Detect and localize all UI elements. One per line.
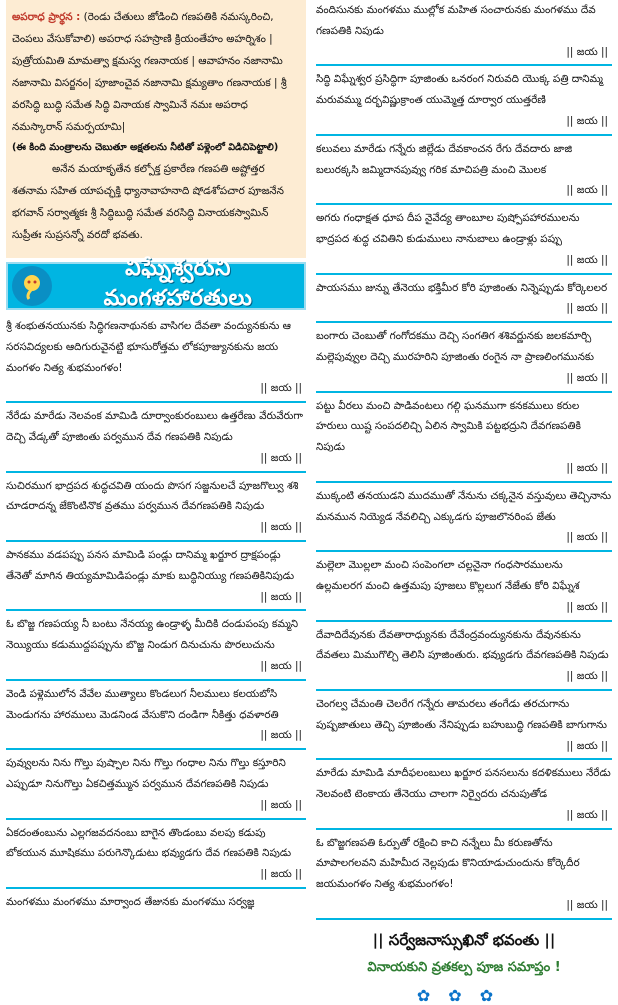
- stanza-text: మల్లెలా మొల్లలా మంచి సంపెంగలా చల్లనైనా గంధసారములను ఉల్లమలరగ మంచి ఉత్తమపు పూజలు కొల్లలుగ నేజేతు కోరి విఘ్నేశ: [316, 559, 580, 592]
- song-stanza: [6, 614, 306, 680]
- stanza-text: శ్రీ శంభుతనయునకు సిద్ధిగణనాథునకు వాసిగల దేవతా వంద్యునకును ఆ సరసవిద్యలకు ఆదిగురువైనట్టి భూసురోత్తమ లోకపూజ్యునకును జయ మంగళం నిత్య శుభమంగళం!: [6, 320, 291, 374]
- stanza-divider: [316, 481, 612, 483]
- song-stanza: [6, 823, 306, 889]
- stanza-divider: [316, 758, 612, 760]
- song-stanza: [6, 753, 306, 819]
- stanza-text: సిద్ధి విఘ్నేశ్వర ప్రసిద్ధిగా పూజింతు ఒనరంగ నిరువది యొక్క పత్రి దానిమ్మ మరువమ్ము దర్భవిష్ణుక్రాంత యుమ్మెత్త దూర్వార యుత్తరేణి: [316, 73, 603, 107]
- stanza-divider: [316, 918, 612, 920]
- song-stanza: [316, 833, 612, 920]
- banner-title: విఘ్నేశ్వరుని మంగళహారతులు: [103, 256, 253, 311]
- song-stanza: [6, 316, 306, 403]
- stanza-text: బంగారు చెంబుతో గంగోదకము దెచ్చి సంగతిగ శశివర్ణునకు జలకమార్చి మల్లెపువ్వుల దెచ్చి మురహరిని పూజింతు రంగైన నా ప్రాణలింగమునకు: [316, 330, 594, 363]
- refrain-jaya: || జయ ||: [260, 659, 302, 672]
- refrain-jaya: || జయ ||: [566, 371, 608, 384]
- stanza-divider: [6, 540, 306, 542]
- stanza-divider: [316, 64, 612, 66]
- song-stanza: [6, 545, 306, 611]
- song-stanza: [316, 396, 612, 483]
- stanza-divider: [316, 550, 612, 552]
- instruction-note: (ఈ కింది మంత్రాలను చెబుతూ అక్షతలను నీటితో పళ్లెంలో విడిచిపెట్టాలి): [12, 142, 279, 153]
- stanza-text: వెండి పళ్లెములోన వేవేల ముత్యాలు కొండలుగ నీలములు కలయబోసి మెండుగను హారములు మెడనిండ వేసుకొని దండిగా నీకిత్తు ధవళారతి: [6, 687, 279, 721]
- flower-ornament-icon: ✿✿✿: [416, 985, 512, 1005]
- refrain-jaya: || జయ ||: [566, 253, 608, 266]
- stanza-text: పానకము వడపప్పు పనస మామిడి పండ్లు దానిమ్మ ఖర్జూర ద్రాక్షపండ్లు తేనెతో మాగిన తియ్యమామిడిపండ్లు మాకు బుద్ధినియ్యు గణపతికినిపుడు: [6, 548, 295, 582]
- stanza-text: ముక్కంటి తనయుడని ముదముతో నేనును చక్కనైన వస్తువులు తెచ్చినాను మనమున నియ్యెడ నేవలిచ్చి ఎక్కుడగు పూజలొనరింప జేతు: [316, 489, 612, 523]
- song-stanza: [316, 0, 612, 66]
- stanza-text: మంగళము మంగళము మార్వాంద తేజునకు మంగళము సర్వజ్ఞ: [6, 895, 255, 908]
- refrain-jaya: || జయ ||: [260, 590, 302, 603]
- refrain-jaya: || జయ ||: [260, 868, 302, 881]
- refrain-jaya: || జయ ||: [566, 302, 608, 315]
- stanza-divider: [316, 391, 612, 393]
- song-stanza: [316, 625, 612, 691]
- song-stanza: [316, 69, 612, 135]
- song-stanza: [316, 139, 612, 205]
- song-stanza: [316, 555, 612, 621]
- stanza-text: దేవాదిదేవునకు దేవతారాధ్యునకు దేవేంద్రవంద్యునకును దేవునకును దేవతలు మిముగొల్చి తెలిసి పూజింతురు. భవ్యుడగు దేవగణపతికి నిపుడు: [316, 628, 609, 662]
- refrain-jaya: || జయ ||: [566, 114, 608, 127]
- song-stanza: [316, 278, 612, 324]
- stanza-divider: [6, 609, 306, 611]
- song-stanza: [6, 476, 306, 542]
- blessing-line: || సర్వేజనాస్సుఖినో భవంతు ||: [372, 930, 556, 949]
- song-stanza: [6, 406, 306, 472]
- refrain-jaya: || జయ ||: [260, 521, 302, 534]
- stanza-text: చెంగల్వ చేమంతి చెలరేగ గన్నేరు తామరలు తంగేడు తరచుగాను పుష్పజాతులు తెచ్చి పూజింతు నేనిప్పుడు బహుబుద్ధి గణపతికి బాగుగాను: [316, 697, 607, 731]
- stanza-divider: [6, 471, 306, 473]
- stanza-text: పువ్వులను నిను గొల్తు పుష్పాల నిను గొల్తు గంధాల నిను గొల్తు కస్తూరిని ఎప్పుడూ నినుగొల్తు ఏకచిత్తమ్మున పర్వమున దేవగణపతికి నిపుడు: [6, 757, 286, 790]
- completion-line: వినాయకుని వ్రతకల్ప పూజ సమాప్తం !: [367, 959, 561, 975]
- song-stanza: [316, 326, 612, 392]
- song-stanza: [6, 684, 306, 750]
- refrain-jaya: || జయ ||: [566, 808, 608, 821]
- stanza-text: పట్టు వీరలు మంచి పాడివంటలు గల్గి ఘనముగా కనకములు కరుల హరులు యిష్ట సంపదలిచ్చి ఏలిన స్వామికి పట్టభద్రుని దేవగణపతికి నిపుడు: [316, 399, 581, 454]
- song-stanza: [316, 208, 612, 274]
- mangala-harathi-banner: [6, 256, 306, 311]
- stanza-text: మారేడు మామిడి మాదీఫలంబులు ఖర్జూర పనసలును కదళికములు నేరేడు నెలవంటి టెంకాయ తేనెయు చాలగా నిర్వైదరు చనుపుతోడ: [316, 767, 611, 801]
- apology-prayer-box: [6, 0, 306, 258]
- refrain-jaya: || జయ ||: [566, 461, 608, 474]
- stanza-divider: [316, 689, 612, 691]
- stanza-divider: [316, 620, 612, 622]
- stanza-divider: [316, 828, 612, 830]
- stanza-text: కలువలు మారేడు గన్నేరు జిల్లేడు దేవకాంచన రేగు దేవదారు జాజి బలురక్కసి జమ్మిదానపువ్వు గరిక మాచిపత్రి మంచి మొలక: [316, 142, 573, 176]
- stanza-divider: [6, 818, 306, 820]
- stanza-divider: [316, 134, 612, 136]
- right-stanza-list: [316, 0, 612, 920]
- stanza-text: వందిసునకు మంగళము ముల్లోక మహిత సంచారునకు మంగళము దేవ గణపతికి నిపుడు: [316, 4, 596, 37]
- stanza-divider: [6, 887, 306, 889]
- left-stanza-list: [6, 316, 306, 913]
- refrain-jaya: || జయ ||: [566, 45, 608, 58]
- stanza-text: ఏకదంతంబును ఎల్లగజవదనంబు బాగైన తొండంబు వలపు కడుపు బోకయున మూషికము పరుగెన్కొడుటు భవ్యుడగు దేవ గణపతికి నిపుడు: [6, 826, 292, 860]
- apology-paragraph: (రెండు చేతులు జోడించి గణపతికి నమస్కరించి, చెంపలు వేసుకోవాలి) అపరాధ సహస్రాణి క్రియంతేహం అహర్నిశం | పుత్రోయమితి మామత్వా క్షమస్వ గణనాయక | ఆవాహనం నజానామి నజానామి విసర్జనం| పూజాంచైవ నజానామి క్షమ్యతాం గణనాయక | శ్రీ వరసిద్ధి బుద్ధి సమేత సిద్ధి వినాయక స్వామినే నమః అపరాధ నమస్కారాన్ సమర్పయామి|: [12, 11, 287, 133]
- right-column: [316, 0, 612, 1005]
- refrain-jaya: || జయ ||: [566, 739, 608, 752]
- stanza-divider: [6, 401, 306, 403]
- refrain-jaya: || జయ ||: [566, 670, 608, 683]
- stanza-text: ఓ బొజ్జ గణపయ్య నీ బంటు నేనయ్య ఉండ్రాళ్ళ మీదికి దండుపంపు కమ్మని నెయ్యియు కడుముద్దపప్పును బొజ్జ నిండుగ దినుచును పొరలుచును: [6, 618, 299, 652]
- refrain-jaya: || జయ ||: [566, 600, 608, 613]
- refrain-jaya: || జయ ||: [260, 451, 302, 464]
- stanza-text: అగరు గంధాక్షత ధూప దీప నైవేద్య తాంబూల పుష్పోపహారములను భాద్రపద శుద్ధ చవితిని కుడుములు నానుబాలు ఉండ్రాళ్లు పప్పు: [316, 212, 580, 245]
- refrain-jaya: || జయ ||: [260, 798, 302, 811]
- stanza-divider: [6, 748, 306, 750]
- ganesha-icon: [12, 266, 52, 306]
- stanza-divider: [316, 203, 612, 205]
- song-stanza: [316, 694, 612, 760]
- song-stanza: [316, 763, 612, 829]
- apology-heading: అపరాధ ప్రార్థన :: [12, 11, 81, 23]
- stanza-text: ఓ బొజ్జగణపతి ఓర్పుతో రక్షించి కాచి నన్నేలు మీ కరుణతోను మాపాలగలవని మహిమీద నెల్లపుడు కొనియాడుచుందును కోర్కెదీర జయమంగళం నిత్య శుభమంగళం!: [316, 836, 580, 891]
- refrain-jaya: || జయ ||: [566, 899, 608, 912]
- stanza-divider: [316, 321, 612, 323]
- refrain-jaya: || జయ ||: [566, 531, 608, 544]
- stanza-text: సుచిరముగ భాద్రపద శుద్ధచవితి యందు పొసగ సజ్జనులచే పూజగొల్వు శశి చూడరాదన్న జేకొంటినొక వ్రతము పర్వమున దేవగణపతికి నిపుడు: [6, 479, 299, 513]
- refrain-jaya: || జయ ||: [260, 382, 302, 395]
- stanza-text: పాయసము జున్ను తేనెయు భక్తిమీర కోరి పూజింతు నిన్నెప్పుడు కోర్కెలలర: [316, 281, 608, 294]
- refrain-jaya: || జయ ||: [566, 184, 608, 197]
- song-stanza: [316, 486, 612, 552]
- stanza-divider: [6, 679, 306, 681]
- stanza-text: నేరేడు మారేడు నెలవంక మామిడి దూర్వాంకురంబులు ఉత్తరేణు వేరువేరుగా దెచ్చి వేడ్కతో పూజింతు పర్వమున దేవ గణపతికి నిపుడు: [6, 410, 303, 443]
- refrain-jaya: || జయ ||: [260, 729, 302, 742]
- closing-paragraph: అనేన మయాకృతేన కల్పోక్త ప్రకారేణ గణపతి అష్టోత్తర శతనామ సహిత యాపచ్ఛక్తి ధ్యానావాహనాది షోడశోపచార పూజనేన భగవాన్ సర్వాత్మకః శ్రీ సిద్ధిబుద్ధి సమేత వరసిద్ధి వినాయకస్వామిన్ సుప్రీతః సుప్రసన్నో వరదో భవతు.: [12, 163, 284, 241]
- stanza-divider: [316, 273, 612, 275]
- closing-footer: [316, 928, 612, 1005]
- left-column: [6, 0, 306, 913]
